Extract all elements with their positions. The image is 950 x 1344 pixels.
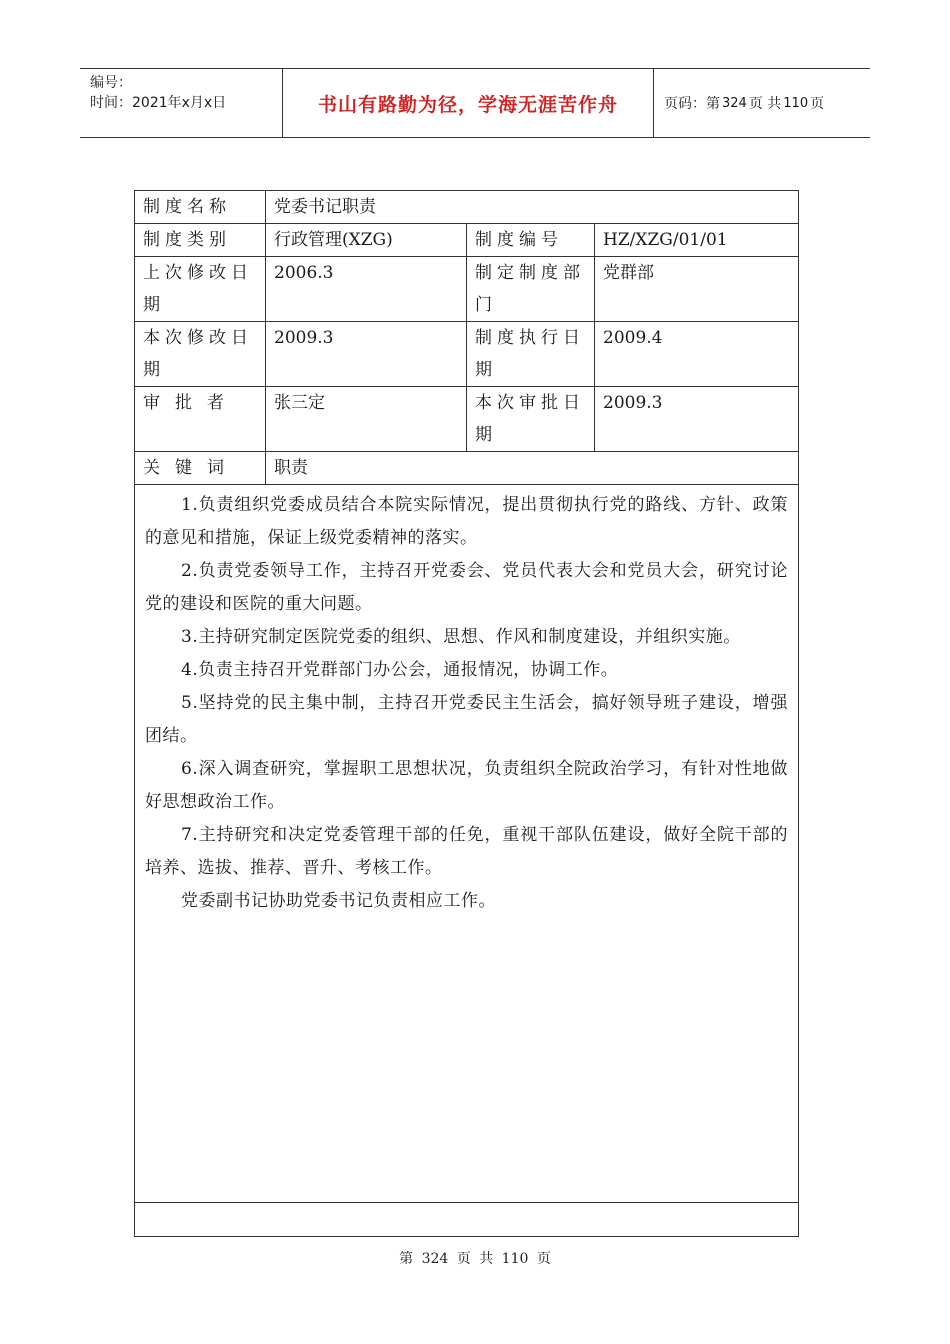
this-rev-label: 本次修改日期 xyxy=(135,322,266,387)
page-footer: 第 324 页 共 110 页 xyxy=(399,1251,551,1267)
row-last-revision xyxy=(135,257,799,322)
regulation-table xyxy=(134,190,799,1237)
duty-item: 3.主持研究制定医院党委的组织、思想、作风和制度建设，并组织实施。 xyxy=(181,627,741,647)
header-page-info xyxy=(654,69,870,137)
page-total: 110 xyxy=(783,95,809,111)
duty-item: 7.主持研究和决定党委管理干部的任免，重视干部队伍建设，做好全院干部的培养、选拔、推荐、晋升、考核工作。 xyxy=(145,825,789,878)
name-label: 制度名称 xyxy=(135,191,266,224)
row-keyword xyxy=(135,452,799,485)
document-header xyxy=(80,68,870,138)
keyword-label: 关键词 xyxy=(135,452,266,485)
duty-item: 6.深入调查研究，掌握职工思想状况，负责组织全院政治学习，有针对性地做好思想政治工作。 xyxy=(145,759,789,812)
keyword-value: 职责 xyxy=(266,452,799,485)
category-value: 行政管理(XZG) xyxy=(266,224,467,257)
duty-item: 5.坚持党的民主集中制，主持召开党委民主生活会，搞好领导班子建设，增强团结。 xyxy=(145,693,789,746)
duty-note: 党委副书记协助党委书记负责相应工作。 xyxy=(181,891,496,911)
name-value: 党委书记职责 xyxy=(266,191,799,224)
row-name xyxy=(135,191,799,224)
approve-date-value: 2009.3 xyxy=(595,387,799,452)
time-label: 时间：2021年x月x日 xyxy=(90,95,227,111)
approver-value: 张三定 xyxy=(266,387,467,452)
this-rev-value: 2009.3 xyxy=(266,322,467,387)
exec-label: 制度执行日期 xyxy=(467,322,595,387)
page-current: 324 xyxy=(722,95,747,111)
row-content xyxy=(135,485,799,1203)
code-label: 制度编号 xyxy=(467,224,595,257)
number-label: 编号： xyxy=(90,75,132,91)
duty-item: 4.负责主持召开党群部门办公会，通报情况，协调工作。 xyxy=(181,660,619,680)
header-meta xyxy=(80,69,282,137)
duty-item: 2.负责党委领导工作，主持召开党委会、党员代表大会和党员大会，研究讨论党的建设和医院的重大问题。 xyxy=(145,561,789,614)
duty-item: 1.负责组织党委成员结合本院实际情况，提出贯彻执行党的路线、方针、政策的意见和措施，保证上级党委精神的落实。 xyxy=(145,495,789,548)
dept-value: 党群部 xyxy=(595,257,799,322)
page-mid: 页 共 xyxy=(748,96,782,112)
row-category xyxy=(135,224,799,257)
last-rev-value: 2006.3 xyxy=(266,257,467,322)
dept-label: 制定制度部门 xyxy=(467,257,595,322)
row-blank xyxy=(135,1203,799,1237)
header-motto: 书山有路勤为径，学海无涯苦作舟 xyxy=(282,69,654,137)
approver-label: 审批者 xyxy=(135,387,266,452)
blank-cell xyxy=(135,1203,799,1237)
last-rev-label: 上次修改日期 xyxy=(135,257,266,322)
exec-value: 2009.4 xyxy=(595,322,799,387)
row-this-revision xyxy=(135,322,799,387)
page-suffix: 页 xyxy=(810,96,825,112)
code-value: HZ/XZG/01/01 xyxy=(595,224,799,257)
duties-content xyxy=(135,485,799,1203)
category-label: 制度类别 xyxy=(135,224,266,257)
approve-date-label: 本次审批日期 xyxy=(467,387,595,452)
row-approval xyxy=(135,387,799,452)
page-prefix: 页码：第 xyxy=(664,96,720,112)
